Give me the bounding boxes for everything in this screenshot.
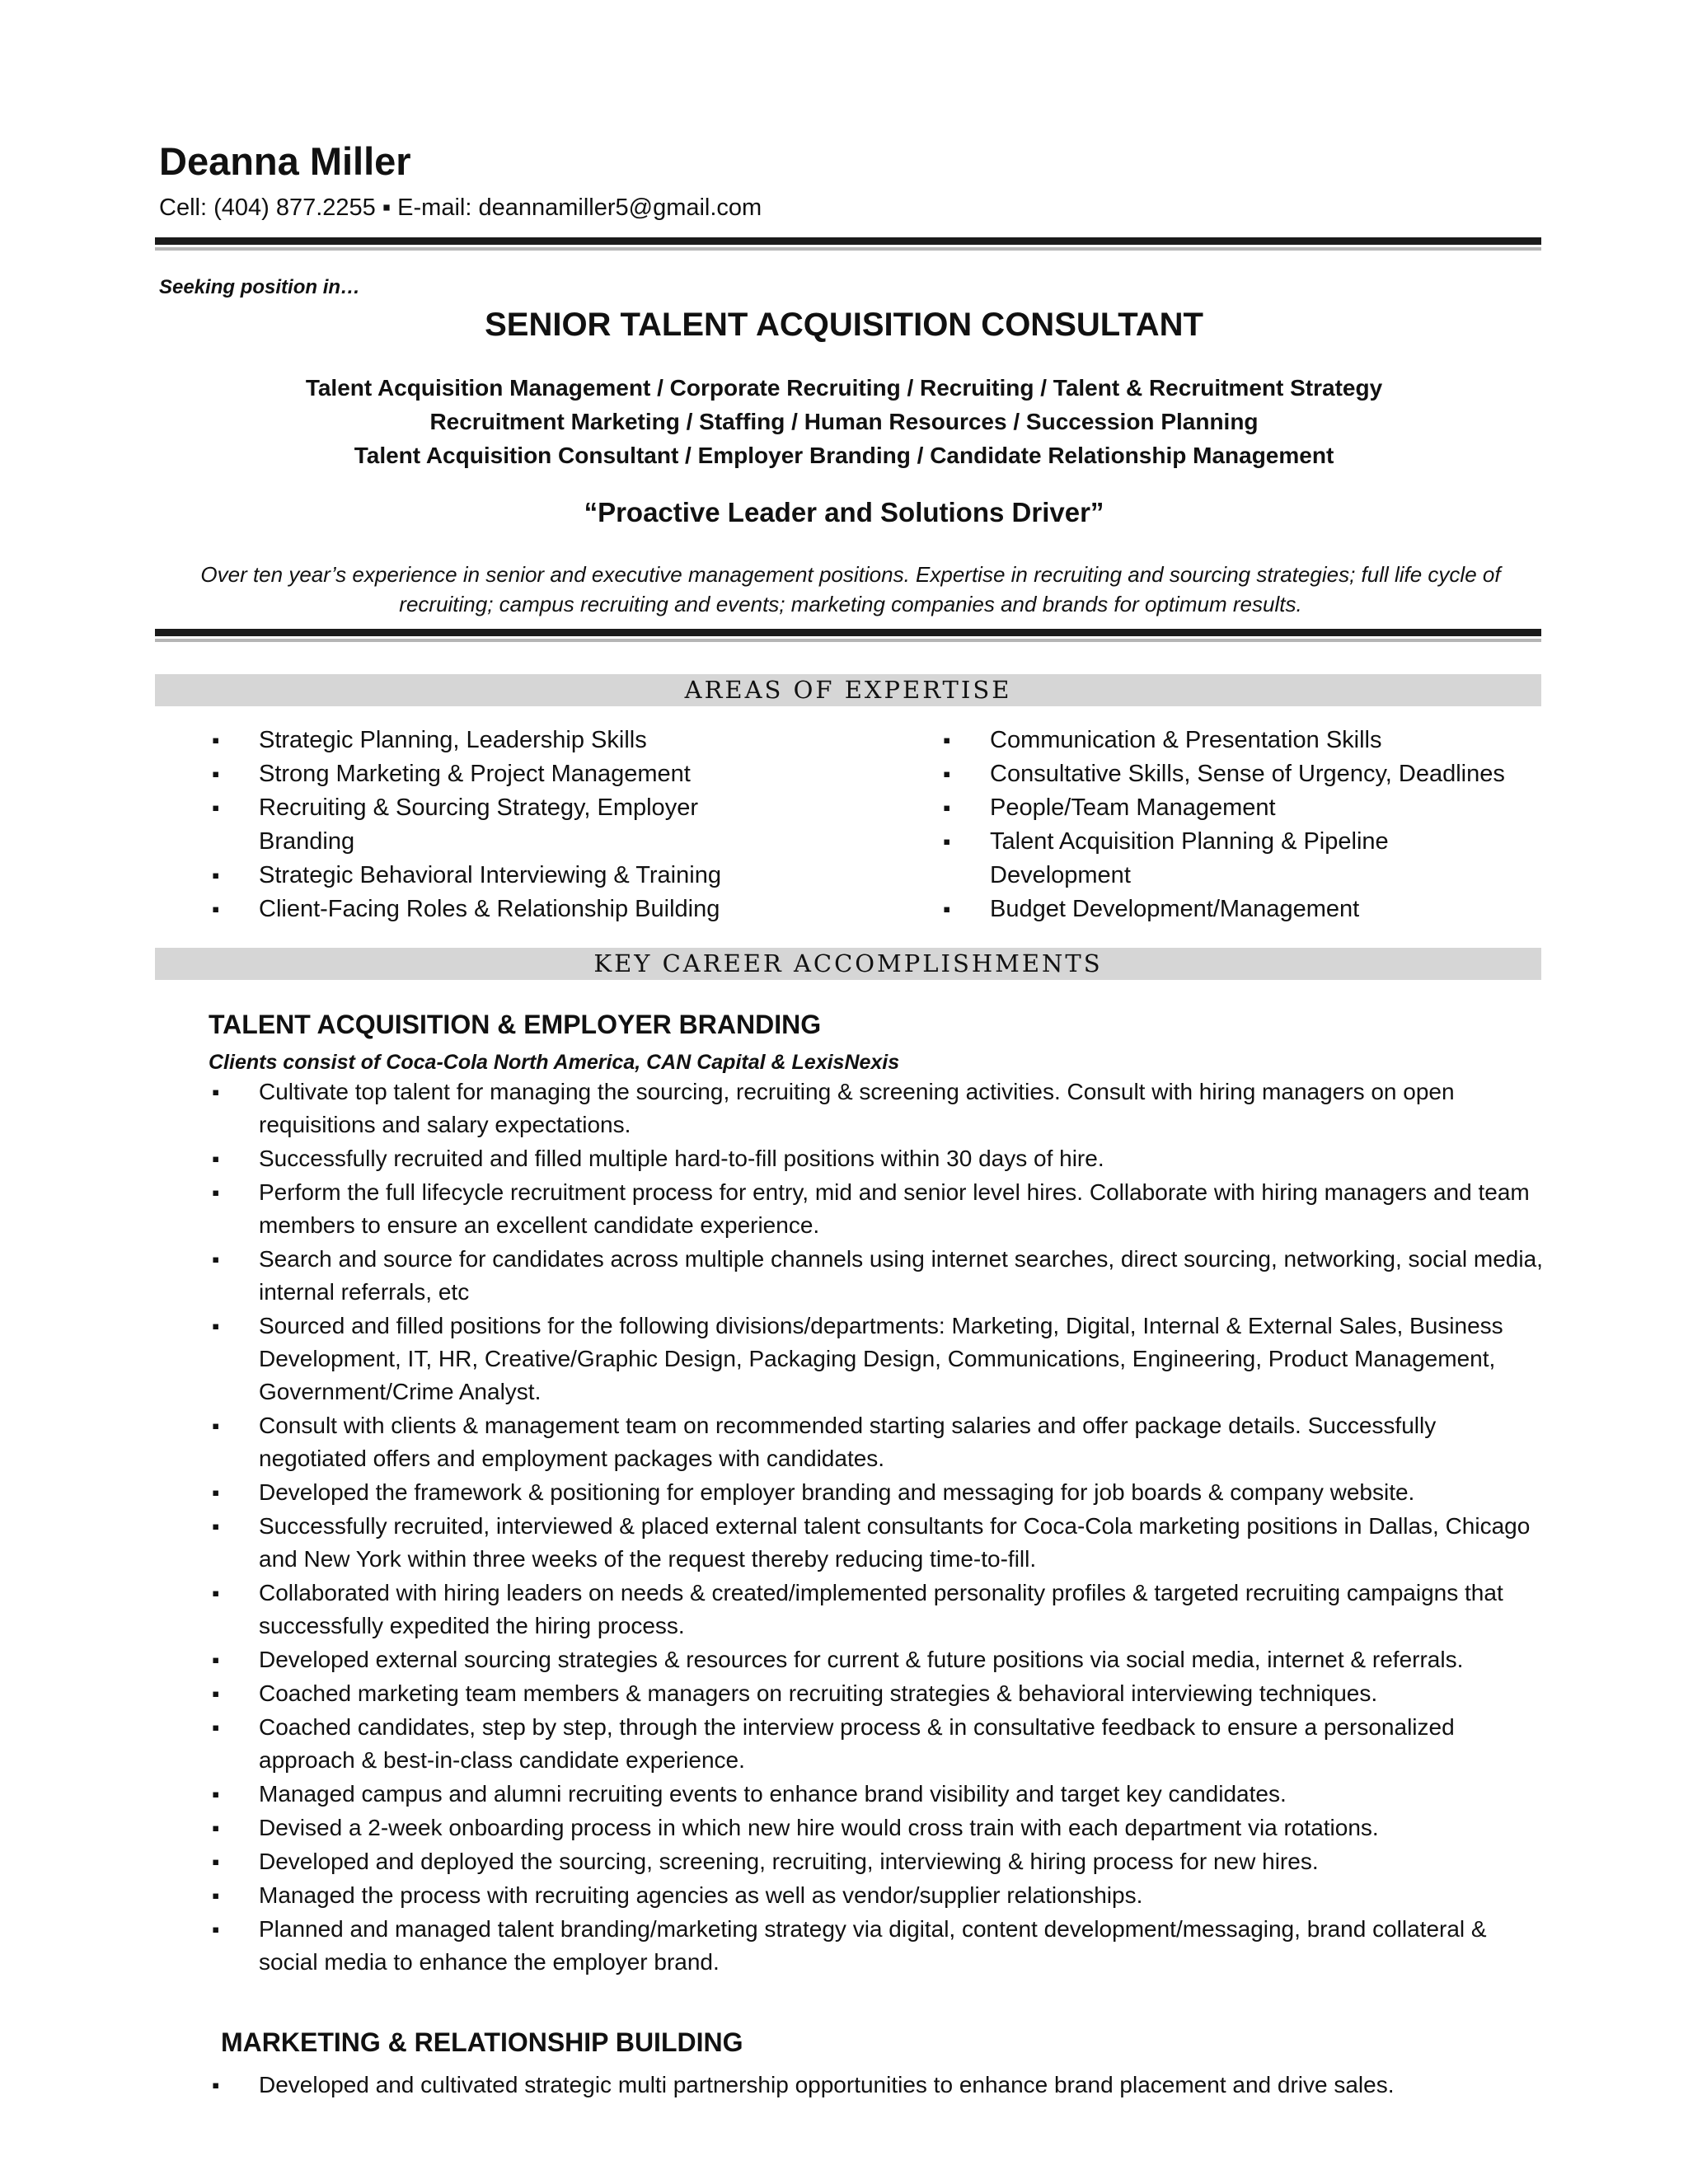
list-item: ▪ Search and source for candidates across multiple channels using internet searches, direct sourcing, networking, social media, internal referrals, etc (259, 1243, 1545, 1309)
list-item: ▪ Sourced and filled positions for the following divisions/departments: Marketing, Digital, Internal & External Sales, Business Development, IT, HR, Creative/Graphic Design, Packaging Design, Communications, Engineering, Product Management, Government/Crime Analyst. (259, 1310, 1545, 1408)
marketing-accomplishments-list (259, 2069, 1545, 2102)
list-item: ▪ Planned and managed talent branding/marketing strategy via digital, content development/messaging, brand collateral & social media to enhance the employer brand. (259, 1913, 1545, 1979)
list-item: ▪ Managed the process with recruiting agencies as well as vendor/supplier relationships. (259, 1879, 1545, 1912)
talent-accomplishments-list (259, 1076, 1545, 1980)
list-item: ▪ Budget Development/Management (990, 893, 1542, 926)
list-item: ▪ Strong Marketing & Project Management (259, 757, 803, 791)
header-divider (155, 237, 1541, 251)
marketing-section-title: MARKETING & RELATIONSHIP BUILDING (221, 2027, 743, 2057)
divider-thick (155, 237, 1541, 245)
list-item: ▪ Developed and cultivated strategic multi partnership opportunities to enhance brand placement and drive sales. (259, 2069, 1545, 2102)
divider-thick (155, 629, 1541, 636)
summary-text: Over ten year’s experience in senior and executive management positions. Expertise in recruiting and sourcing strategies; full life cycle of recruiting; campus recruiting and events; marketing companies and brands for optimum results. (200, 562, 1501, 616)
expertise-list-left (259, 724, 803, 926)
target-position-title: SENIOR TALENT ACQUISITION CONSULTANT (485, 307, 1203, 343)
tagline: “Proactive Leader and Solutions Driver” (584, 497, 1104, 527)
list-item: ▪ Developed the framework & positioning for employer branding and messaging for job boards & company website. (259, 1476, 1545, 1509)
clients-line: Clients consist of Coca-Cola North America, CAN Capital & LexisNexis (209, 1051, 900, 1074)
list-item: ▪ Communication & Presentation Skills (990, 724, 1542, 757)
list-item: ▪ Collaborated with hiring leaders on needs & created/implemented personality profiles & targeted recruiting campaigns that successfully expedited the hiring process. (259, 1577, 1545, 1643)
keyword-line: Talent Acquisition Consultant / Employer Branding / Candidate Relationship Management (354, 443, 1334, 468)
expertise-heading: AREAS OF EXPERTISE (155, 674, 1541, 706)
list-item: ▪ Recruiting & Sourcing Strategy, Employer Branding (259, 791, 753, 859)
list-item: ▪ Consultative Skills, Sense of Urgency, Deadlines (990, 757, 1542, 791)
list-item: ▪ People/Team Management (990, 791, 1542, 825)
accomplishments-heading: KEY CAREER ACCOMPLISHMENTS (155, 948, 1541, 980)
candidate-name: Deanna Miller (159, 139, 411, 183)
list-item: ▪ Managed campus and alumni recruiting events to enhance brand visibility and target key candidates. (259, 1778, 1545, 1811)
list-item: ▪ Coached candidates, step by step, through the interview process & in consultative feedback to ensure a personalized approach & best-in-class candidate experience. (259, 1711, 1545, 1777)
list-item: ▪ Devised a 2-week onboarding process in which new hire would cross train with each department via rotations. (259, 1811, 1545, 1844)
seeking-label: Seeking position in… (159, 276, 361, 298)
divider-thin (155, 639, 1541, 642)
list-item: ▪ Strategic Behavioral Interviewing & Training (259, 859, 803, 893)
list-item: ▪ Perform the full lifecycle recruitment process for entry, mid and senior level hires. Collaborate with hiring managers and team members to ensure an excellent candidate experience. (259, 1176, 1545, 1242)
list-item: ▪ Successfully recruited, interviewed & placed external talent consultants for Coca-Cola marketing positions in Dallas, Chicago and New York within three weeks of the request thereby reducing time-to-fill. (259, 1510, 1545, 1576)
expertise-list-right (990, 724, 1542, 926)
list-item: ▪ Developed and deployed the sourcing, screening, recruiting, interviewing & hiring process for new hires. (259, 1845, 1545, 1878)
list-item: ▪ Cultivate top talent for managing the sourcing, recruiting & screening activities. Consult with hiring managers on open requisitions and salary expectations. (259, 1076, 1545, 1141)
summary-divider (155, 629, 1541, 642)
list-item: ▪ Talent Acquisition Planning & Pipeline Development (990, 825, 1451, 893)
keyword-line: Talent Acquisition Management / Corporate Recruiting / Recruiting / Talent & Recruitment Strategy (305, 375, 1383, 401)
list-item: ▪ Strategic Planning, Leadership Skills (259, 724, 803, 757)
contact-info: Cell: (404) 877.2255 ▪ E-mail: deannamiller5@gmail.com (159, 194, 762, 221)
list-item: ▪ Coached marketing team members & managers on recruiting strategies & behavioral interviewing techniques. (259, 1677, 1545, 1710)
keyword-lines (0, 371, 1688, 472)
list-item: ▪ Client-Facing Roles & Relationship Building (259, 893, 803, 926)
divider-thin (155, 247, 1541, 251)
keyword-line: Recruitment Marketing / Staffing / Human Resources / Succession Planning (429, 409, 1259, 434)
list-item: ▪ Consult with clients & management team on recommended starting salaries and offer package details. Successfully negotiated offers and employment packages with candidates. (259, 1409, 1545, 1475)
talent-section-title: TALENT ACQUISITION & EMPLOYER BRANDING (209, 1010, 822, 1039)
list-item: ▪ Developed external sourcing strategies & resources for current & future positions via social media, internet & referrals. (259, 1643, 1545, 1676)
list-item: ▪ Successfully recruited and filled multiple hard-to-fill positions within 30 days of hire. (259, 1142, 1545, 1175)
